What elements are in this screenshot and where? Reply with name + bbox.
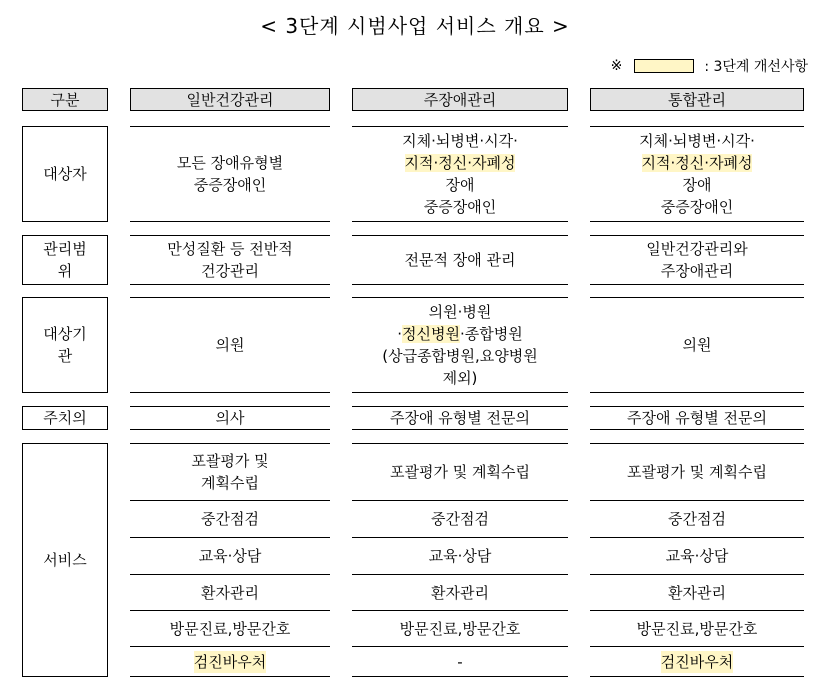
service-integrated: [590, 647, 804, 677]
institution-main-line: (상급종합병원,요양병원: [382, 347, 538, 365]
service-main: 환자관리: [431, 583, 489, 602]
service-general-line: 계획수립: [201, 473, 259, 492]
service-integrated: 교육·상담: [665, 547, 729, 565]
row-label-services: 서비스: [22, 443, 108, 677]
scope-integrated: [590, 235, 804, 285]
institution-main-highlight: 정신병원: [402, 325, 460, 343]
service-main: -: [457, 653, 463, 671]
doctor-integrated: 주장애 유형별 전문의: [590, 406, 804, 430]
service-general: 방문진료,방문간호: [169, 619, 291, 638]
service-general: [130, 647, 330, 677]
doctor-main: 주장애 유형별 전문의: [352, 406, 568, 430]
service-main: 중간점검: [431, 510, 489, 528]
header-main: 주장애관리: [352, 88, 568, 111]
doctor-general: 의사: [130, 406, 330, 430]
service-main: 교육·상담: [428, 547, 492, 565]
target-general-line: 모든 장애유형별: [176, 154, 284, 172]
service-general: 교육·상담: [198, 547, 262, 565]
service-main: 방문진료,방문간호: [399, 619, 521, 638]
target-integrated-line: 중증장애인: [660, 198, 734, 216]
row-label-target: 대상자: [22, 126, 108, 222]
scope-integrated-line: 일반건강관리와: [646, 240, 748, 258]
target-integrated-line: 지체·뇌병변·시각·: [639, 132, 755, 150]
target-main: [352, 126, 568, 222]
target-integrated-line: 장애: [682, 176, 712, 194]
target-general: [130, 126, 330, 222]
row-label-institution: [22, 297, 108, 393]
header-integrated: 통합관리: [590, 88, 804, 111]
institution-main-dot: ·: [397, 325, 403, 343]
institution-main-rest: ·종합병원: [460, 325, 523, 343]
target-main-line: 장애: [445, 176, 475, 194]
institution-main-line: 제외): [442, 369, 478, 387]
scope-general: [130, 235, 330, 285]
target-integrated-line-highlight: 지적·정신·자폐성: [641, 154, 753, 172]
target-main-line: 지체·뇌병변·시각·: [402, 132, 518, 150]
legend-text: : 3단계 개선사항: [704, 59, 808, 75]
institution-main-line: 의원·병원: [428, 303, 492, 321]
scope-integrated-line: 주장애관리: [660, 262, 734, 280]
service-integrated: 중간점검: [668, 510, 726, 528]
institution-main: [352, 297, 568, 393]
scope-label-line: 관리범: [43, 240, 87, 258]
reference-mark: ※: [610, 58, 623, 74]
service-general-line: 포괄평가 및: [191, 451, 269, 470]
service-main: 포괄평가 및 계획수립: [390, 462, 530, 481]
target-general-line: 중증장애인: [193, 176, 267, 194]
row-label-doctor: 주치의: [22, 406, 108, 430]
service-general-highlight: 검진바우처: [193, 653, 267, 671]
header-general: 일반건강관리: [130, 88, 330, 111]
scope-general-line: 건강관리: [201, 262, 259, 280]
row-label-scope: [22, 235, 108, 285]
service-general: 환자관리: [201, 583, 259, 602]
target-main-line-highlight: 지적·정신·자폐성: [404, 154, 516, 172]
target-main-line: 중증장애인: [423, 198, 497, 216]
scope-label-line: 위: [57, 262, 73, 280]
legend: [611, 56, 808, 76]
service-integrated-highlight: 검진바우처: [660, 653, 734, 671]
service-integrated: 환자관리: [668, 583, 726, 602]
service-general: 중간점검: [201, 510, 259, 528]
institution-integrated: 의원: [590, 297, 804, 393]
institution-label-line: 관: [57, 347, 73, 365]
institution-general: 의원: [130, 297, 330, 393]
scope-main: 전문적 장애 관리: [352, 235, 568, 285]
scope-general-line: 만성질환 등 전반적: [167, 240, 293, 258]
highlight-swatch: [634, 59, 694, 73]
header-category: 구분: [22, 88, 108, 111]
service-general: [130, 443, 330, 500]
service-integrated: 포괄평가 및 계획수립: [627, 462, 767, 481]
target-integrated: [590, 126, 804, 222]
institution-label-line: 대상기: [43, 325, 87, 343]
service-integrated: 방문진료,방문간호: [636, 619, 758, 638]
page-title: < 3단계 시범사업 서비스 개요 >: [260, 14, 570, 38]
